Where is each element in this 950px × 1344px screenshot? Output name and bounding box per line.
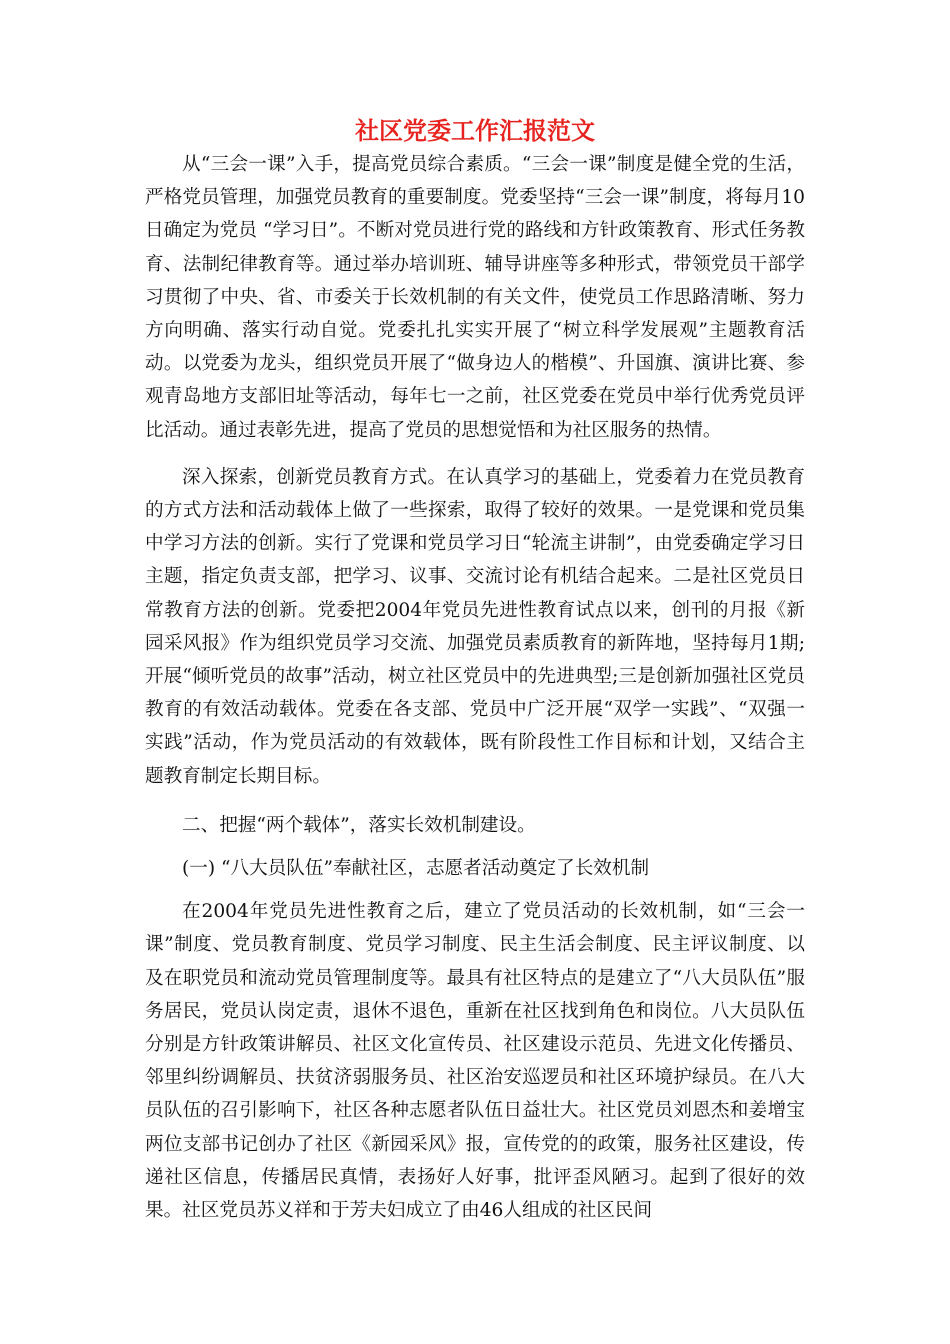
paragraph-long-term-mechanism: 在2004年党员先进性教育之后，建立了党员活动的长效机制，如“三会一课”制度、党员教育制度、党员学习制度、民主生活会制度、民主评议制度、以及在职党员和流动党员管理制度等。最具有社区特点的是建立了“八大员队伍”服务居民，党员认岗定责，退休不退色，重新在社区找到角色和岗位。八大员队伍分别是方针政策讲解员、社区文化宣传员、社区建设示范员、先进文化传播员、邻里纠纷调解员、扶贫济弱服务员、社区治安巡逻员和社区环境护绿员。在八大员队伍的召引影响下，社区各种志愿者队伍日益壮大。社区党员刘恩杰和姜增宝两位支部书记创办了社区《新园采风》报，宣传党的的政策，服务社区建设，传递社区信息，传播居民真情，表扬好人好事，批评歪风陋习。起到了很好的效果。社区党员苏义祥和于芳夫妇成立了由46人组成的社区民间	[145, 901, 805, 1222]
document-title: 社区党委工作汇报范文	[355, 117, 595, 145]
section-heading-two-carriers: 二、把握“两个载体”，落实长效机制建设。	[182, 814, 536, 836]
paragraph-party-education: 从“三会一课”入手，提高党员综合素质。“三会一课”制度是健全党的生活，严格党员管理，加强党员教育的重要制度。党委坚持“三会一课”制度，将每月10日确定为党员 “学习日”。不断对党员进行党的路线和方针政策教育、形式任务教育、法制纪律教育等。通过举办培训班、辅导讲座等多种形式，带领党员干部学习贯彻了中央、省、市委关于长效机制的有关文件，使党员工作思路清晰、努力方向明确、落实行动自觉。党委扎扎实实开展了“树立科学发展观”主题教育活动。以党委为龙头，组织党员开展了“做身边人的楷模”、升国旗、演讲比赛、参观青岛地方支部旧址等活动，每年七一之前，社区党委在党员中举行优秀党员评比活动。通过表彰先进，提高了党员的思想觉悟和为社区服务的热情。	[145, 154, 805, 441]
document-body	[145, 148, 805, 1243]
subsection-heading-eight-teams: (一) “八大员队伍”奉献社区，志愿者活动奠定了长效机制	[182, 858, 650, 880]
paragraph-education-innovation: 深入探索，创新党员教育方式。在认真学习的基础上，党委着力在党员教育的方式方法和活动载体上做了一些探索，取得了较好的效果。一是党课和党员集中学习方法的创新。实行了党课和党员学习日“轮流主讲制”，由党委确定学习日主题，指定负责支部，把学习、议事、交流讨论有机结合起来。二是社区党员日常教育方法的创新。党委把2004年党员先进性教育试点以来，创刊的月报《新园采风报》作为组织党员学习交流、加强党员素质教育的新阵地，坚持每月1期;开展“倾听党员的故事”活动，树立社区党员中的先进典型;三是创新加强社区党员教育的有效活动载体。党委在各支部、党员中广泛开展“双学一实践”、“双强一实践”活动，作为党员活动的有效载体，既有阶段性工作目标和计划，又结合主题教育制定长期目标。	[145, 466, 805, 787]
